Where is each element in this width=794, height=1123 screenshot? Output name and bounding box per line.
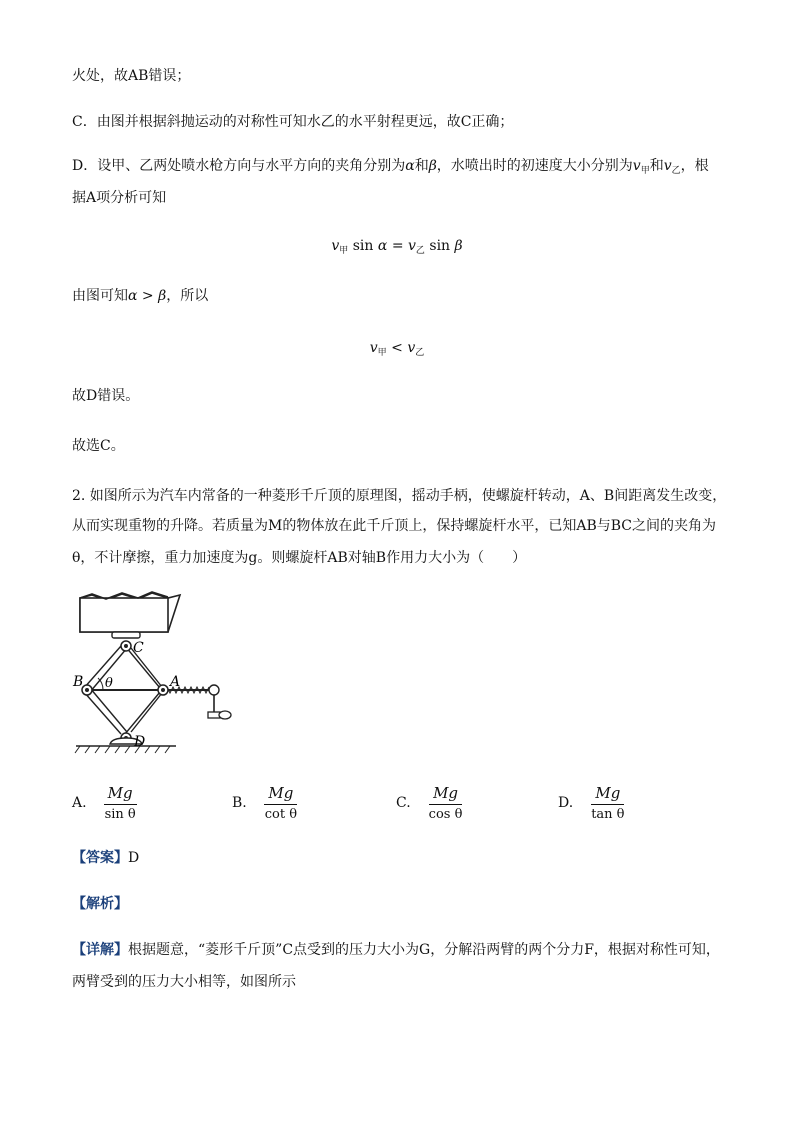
handle-joint — [209, 685, 219, 695]
label-a: A — [170, 674, 181, 690]
label-c: C — [133, 640, 144, 656]
text-line-7: 故选C。 — [72, 438, 125, 454]
option-a[interactable]: A. $\frac{Mg}{\text{sin θ}}$ — [72, 784, 136, 822]
analysis-line — [72, 894, 128, 914]
detail-tag: 【详解】 — [72, 942, 128, 958]
answer-value: D — [128, 850, 140, 866]
detail-line-2: 两臂受到的压力大小相等，如图所示 — [72, 974, 296, 990]
analysis-tag: 【解析】 — [72, 896, 128, 912]
ground-hatch — [75, 746, 170, 753]
text-line-5: 由图可知α > β，所以 — [72, 288, 209, 304]
question-line-3: θ，不计摩擦，重力加速度为g。则螺旋杆AB对轴B作用力大小为（ ） — [72, 550, 527, 566]
text-line-4: 据A项分析可知 — [72, 190, 167, 206]
option-b[interactable]: B. $\frac{Mg}{\text{cot θ}}$ — [232, 784, 298, 822]
detail-line-1: 【详解】根据题意，“菱形千斤顶”C点受到的压力大小为G，分解沿两臂的两个分力F，根据对称性可知， — [72, 942, 720, 958]
question-line-1: 2. 如图所示为汽车内常备的一种菱形千斤顶的原理图，摇动手柄，使螺旋杆转动，A、B间距离发生改变， — [72, 488, 727, 504]
text-line-3: D．设甲、乙两处喷水枪方向与水平方向的夹角分别为α和β，水喷出时的初速度大小分别为$v_甲$和$v_乙$，根 — [72, 158, 709, 176]
option-c[interactable]: C. $\frac{Mg}{\text{cos θ}}$ — [396, 784, 463, 822]
answer-tag: 【答案】 — [72, 850, 128, 866]
answer-line — [72, 848, 139, 868]
question-line-2: 从而实现重物的升降。若质量为M的物体放在此千斤顶上，保持螺旋杆水平，已知AB与BC之间的夹角为 — [72, 518, 716, 534]
label-theta: θ — [105, 676, 113, 691]
option-d[interactable]: D. $\frac{Mg}{\text{tan θ}}$ — [558, 784, 625, 822]
label-b: B — [73, 674, 84, 690]
equation-1: $v_甲$ $\sin \alpha = v_乙$ sin β — [331, 238, 463, 256]
text-line-1: 火处，故AB错误； — [72, 68, 191, 84]
text-line-2: C．由图并根据斜抛运动的对称性可知水乙的水平射程更远，故C正确； — [72, 114, 514, 130]
equation-2: $v_甲 < v_乙$ — [369, 340, 425, 358]
jack-diagram — [72, 588, 242, 758]
text-line-6: 故D错误。 — [72, 388, 140, 404]
label-d: D — [134, 734, 146, 750]
